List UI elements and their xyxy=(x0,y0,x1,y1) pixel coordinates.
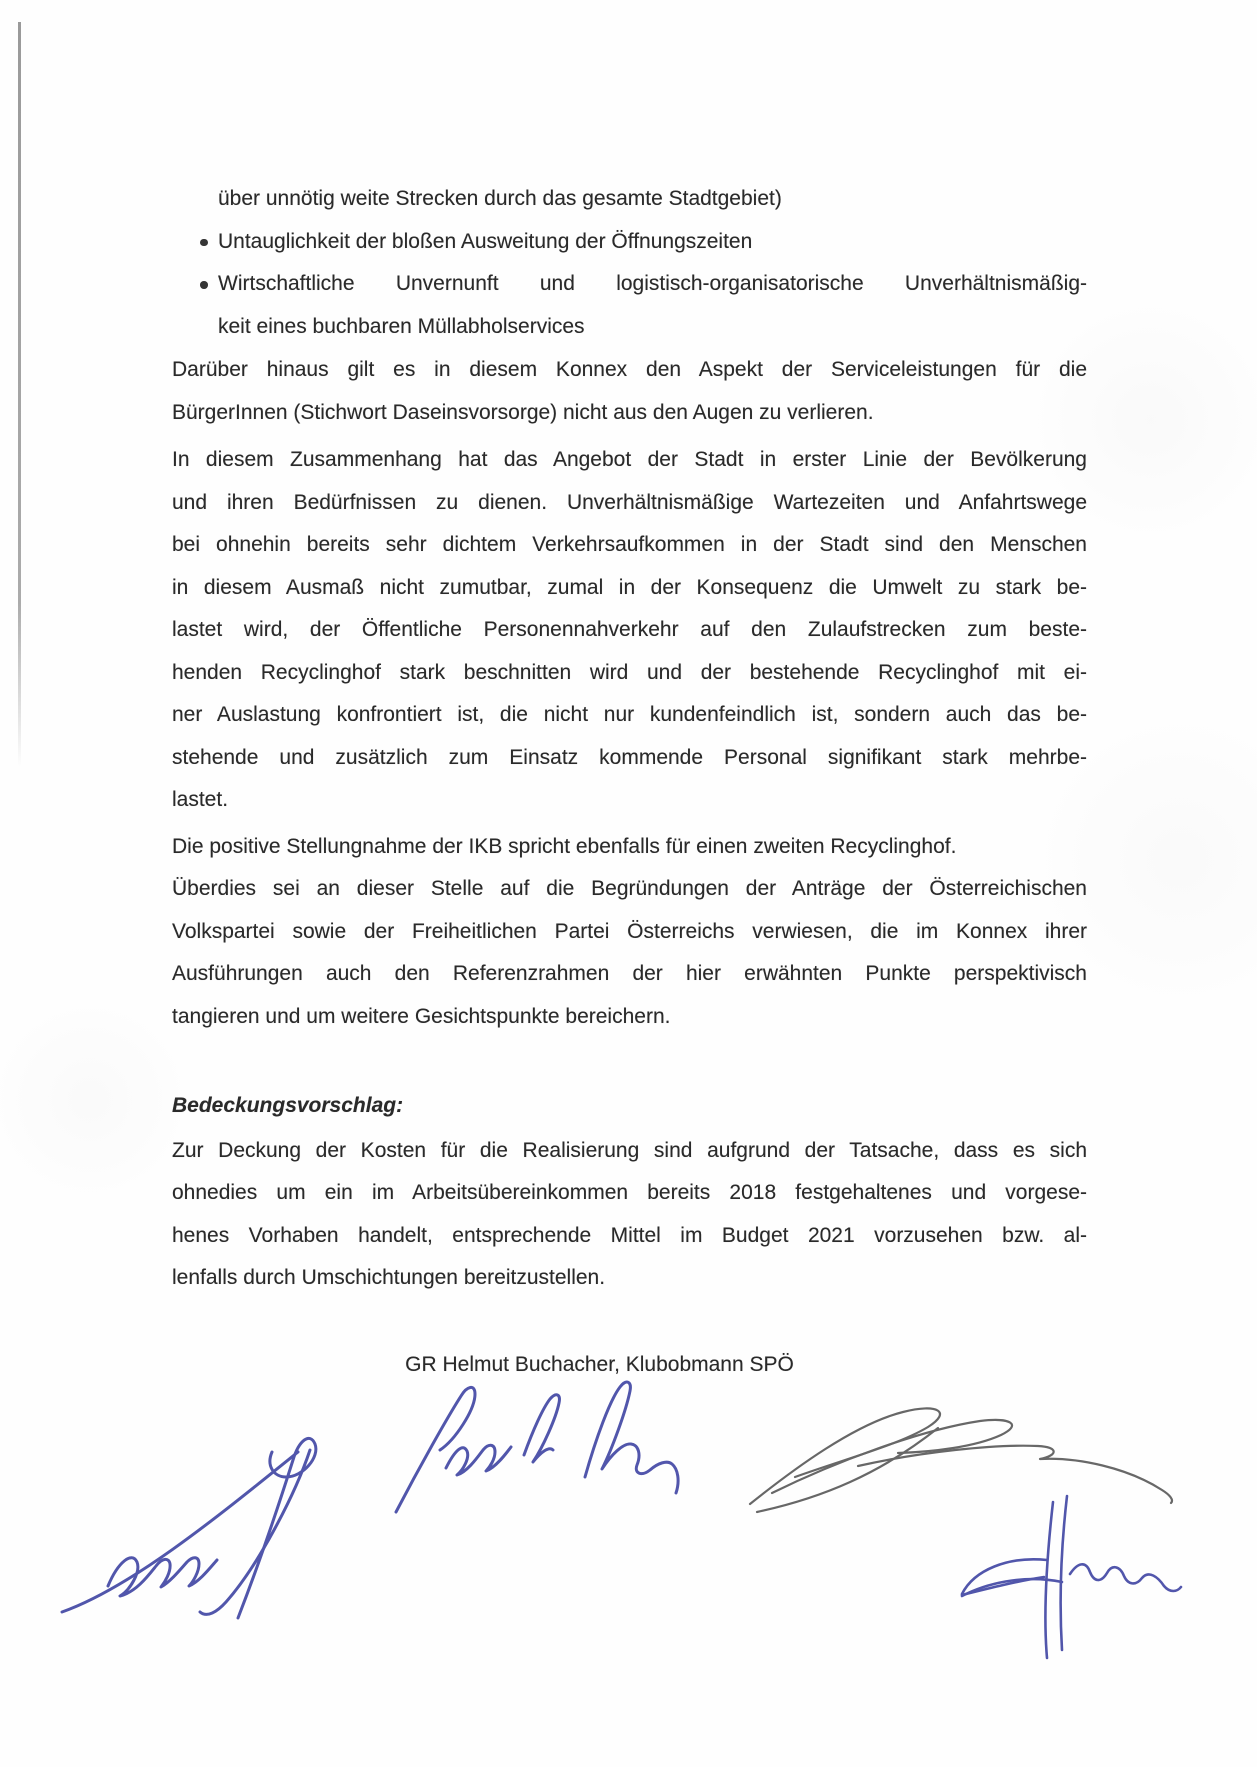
scan-edge-line xyxy=(18,22,21,767)
handwritten-signature-icon xyxy=(962,1496,1181,1658)
paragraph xyxy=(172,826,1087,869)
text-line: Zur Deckung der Kosten für die Realisierung sind aufgrund der Tatsache, dass es sich xyxy=(172,1138,1087,1162)
text-line: über unnötig weite Strecken durch das gesamte Stadtgebiet) xyxy=(218,187,782,210)
text-line: Die positive Stellungnahme der IKB spricht ebenfalls für einen zweiten Recyclinghof. xyxy=(172,834,957,858)
text-line: bei ohnehin bereits sehr dichtem Verkehrsaufkommen in der Stadt sind den Menschen xyxy=(172,533,1087,556)
text-line: lenfalls durch Umschichtungen bereitzustellen. xyxy=(172,1266,606,1289)
text-line: ner Auslastung konfrontiert ist, die nicht nur kundenfeindlich ist, sondern auch das be- xyxy=(172,703,1087,726)
text-line: Volkspartei sowie der Freiheitlichen Partei Österreichs verwiesen, die im Konnex ihrer xyxy=(172,919,1087,943)
bullet-text xyxy=(218,263,1087,348)
text-line: In diesem Zusammenhang hat das Angebot der Stadt in erster Linie der Bevölkerung xyxy=(172,448,1087,471)
bullet-marker-icon xyxy=(200,281,208,289)
text-line: Untauglichkeit der bloßen Ausweitung der Öffnungszeiten xyxy=(218,229,753,253)
section-heading: Bedeckungsvorschlag: xyxy=(172,1094,404,1117)
bullet-marker-icon xyxy=(200,239,208,247)
paragraph xyxy=(172,349,1087,434)
text-line: stehende und zusätzlich zum Einsatz kommende Personal signifikant stark mehrbe- xyxy=(172,745,1087,769)
text-line: in diesem Ausmaß nicht zumutbar, zumal in der Konsequenz die Umwelt zu stark be- xyxy=(172,575,1087,599)
paragraph xyxy=(172,1130,1087,1300)
handwritten-signature-icon xyxy=(62,1438,316,1618)
text-line: und ihren Bedürfnissen zu dienen. Unverhältnismäßige Wartezeiten und Anfahrtswege xyxy=(172,490,1087,514)
text-line: henden Recyclinghof stark beschnitten wird und der bestehende Recyclinghof mit ei- xyxy=(172,660,1087,684)
bullet-text xyxy=(218,221,1087,264)
bullet-item xyxy=(172,263,1087,348)
paragraph xyxy=(172,439,1087,822)
bullet-item xyxy=(172,221,1087,264)
text-line: keit eines buchbaren Müllabholservices xyxy=(218,314,585,338)
text-line: ohnedies um ein im Arbeitsübereinkommen bereits 2018 festgehaltenes und vorgese- xyxy=(172,1181,1087,1204)
bullet-list xyxy=(172,221,1087,349)
text-line: Wirtschaftliche Unvernunft und logistisch-organisatorische Unverhältnismäßig- xyxy=(218,272,1087,295)
handwritten-signature-icon xyxy=(750,1408,1172,1512)
text-line: lastet wird, der Öffentliche Personennahverkehr auf den Zulaufstrecken zum beste- xyxy=(172,618,1087,641)
text-line: henes Vorhaben handelt, entsprechende Mittel im Budget 2021 vorzusehen bzw. al- xyxy=(172,1223,1087,1247)
text-line: lastet. xyxy=(172,788,229,811)
document-body xyxy=(172,178,1087,1386)
paragraph xyxy=(172,868,1087,1038)
text-line: BürgerInnen (Stichwort Daseinsvorsorge) nicht aus den Augen zu verlieren. xyxy=(172,400,874,424)
text-line: tangieren und um weitere Gesichtspunkte bereichern. xyxy=(172,1004,671,1028)
text-line: Überdies sei an dieser Stelle auf die Begründungen der Anträge der Österreichischen xyxy=(172,877,1087,900)
handwritten-signature-icon xyxy=(396,1382,678,1512)
bullet-continuation-line xyxy=(172,178,1087,221)
signatory-line: GR Helmut Buchacher, Klubobmann SPÖ xyxy=(405,1352,794,1376)
text-line: Darüber hinaus gilt es in diesem Konnex den Aspekt der Serviceleistungen für die xyxy=(172,358,1087,381)
text-line: Ausführungen auch den Referenzrahmen der hier erwähnten Punkte perspektivisch xyxy=(172,962,1087,985)
